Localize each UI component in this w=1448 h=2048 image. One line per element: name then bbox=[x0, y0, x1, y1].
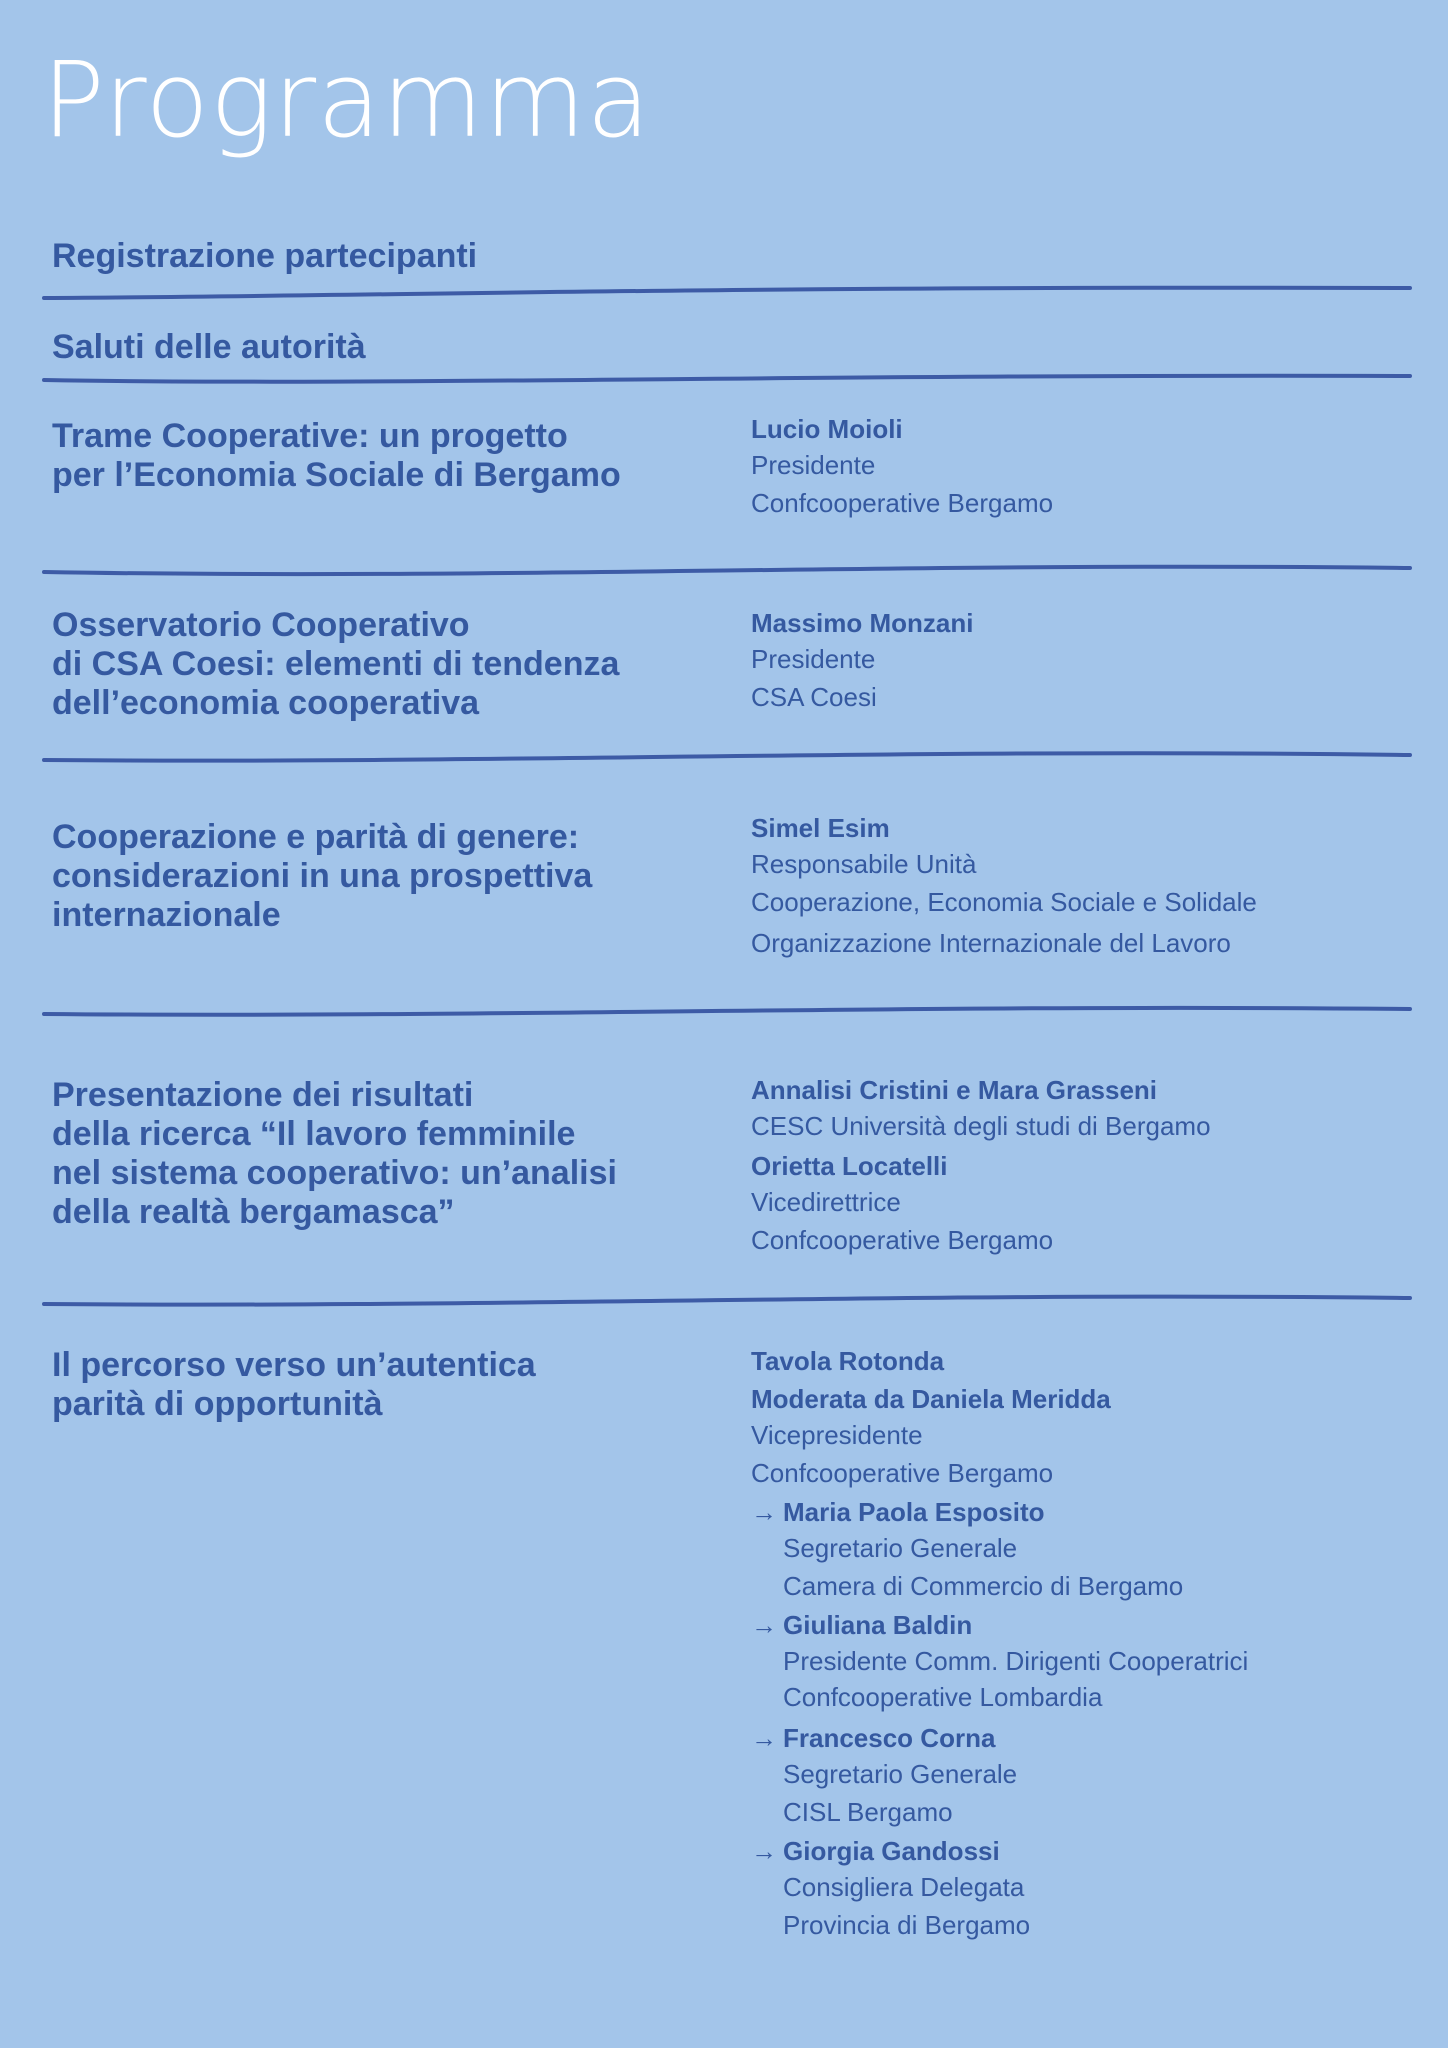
roundtable-list bbox=[751, 1341, 1248, 1946]
divider-rule bbox=[0, 746, 1448, 766]
speaker-name: Orietta Locatelli bbox=[751, 1151, 948, 1181]
section-title-trame-cooperative: Trame Cooperative: un progetto per l’Economia Sociale di Bergamo bbox=[52, 417, 621, 494]
panelist-organization: Camera di Commercio di Bergamo bbox=[783, 1571, 1184, 1601]
divider-rule bbox=[0, 560, 1448, 580]
moderator-organization: Confcooperative Bergamo bbox=[751, 1458, 1054, 1488]
speaker-role: Vicedirettrice bbox=[751, 1187, 901, 1217]
panelist-name: → Giuliana Baldin bbox=[751, 1607, 1248, 1643]
speaker-organization: Confcooperative Bergamo bbox=[751, 1225, 1054, 1255]
panelist-role: Segretario Generale bbox=[783, 1759, 1018, 1789]
divider-rule bbox=[0, 1002, 1448, 1022]
arrow-right-icon: → bbox=[751, 1610, 777, 1640]
speaker-list bbox=[751, 411, 1053, 524]
speaker-role: Presidente bbox=[751, 644, 876, 674]
section-title-presentazione-risultati: Presentazione dei risultati della ricerca “Il lavoro femminile nel sistema cooperativo: un’analisi della realtà bergamasca” bbox=[52, 1076, 617, 1231]
arrow-right-icon: → bbox=[751, 1836, 777, 1866]
speaker-list bbox=[751, 605, 973, 718]
section-title-registrazione: Registrazione partecipanti bbox=[52, 237, 478, 275]
panelist-role: Presidente Comm. Dirigenti Cooperatrici bbox=[783, 1646, 1249, 1676]
moderator-name: Moderata da Daniela Meridda bbox=[751, 1384, 1111, 1414]
page-title: Programma bbox=[42, 39, 652, 161]
speaker-organization: CESC Università degli studi di Bergamo bbox=[751, 1111, 1211, 1141]
speaker-name: Simel Esim bbox=[751, 813, 890, 843]
moderator-role: Vicepresidente bbox=[751, 1420, 923, 1450]
section-title-osservatorio: Osservatorio Cooperativo di CSA Coesi: elementi di tendenza dell’economia cooperativa bbox=[52, 606, 620, 722]
section-title-saluti: Saluti delle autorità bbox=[52, 328, 366, 366]
panelist-organization: Provincia di Bergamo bbox=[783, 1910, 1031, 1940]
section-title-cooperazione-parita: Cooperazione e parità di genere: considerazioni in una prospettiva internazionale bbox=[52, 818, 593, 934]
speaker-role: Presidente bbox=[751, 450, 876, 480]
speaker-name: Lucio Moioli bbox=[751, 414, 903, 444]
speaker-name: Annalisi Cristini e Mara Grasseni bbox=[751, 1075, 1158, 1105]
section-title-percorso-parita: Il percorso verso un’autentica parità di opportunità bbox=[52, 1346, 536, 1423]
roundtable-label: Tavola Rotonda bbox=[751, 1346, 945, 1376]
panelist-organization: CISL Bergamo bbox=[783, 1797, 953, 1827]
panelist-role: Segretario Generale bbox=[783, 1533, 1018, 1563]
speaker-organization: Organizzazione Internazionale del Lavoro bbox=[751, 928, 1231, 958]
speaker-organization: Cooperazione, Economia Sociale e Solidale bbox=[751, 887, 1257, 917]
panelist-name: → Giorgia Gandossi bbox=[751, 1833, 1248, 1869]
speaker-list bbox=[751, 1072, 1211, 1261]
divider-rule bbox=[0, 372, 1448, 392]
speaker-list bbox=[751, 810, 1257, 964]
panelist-organization: Confcooperative Lombardia bbox=[783, 1682, 1103, 1712]
speaker-organization: Confcooperative Bergamo bbox=[751, 488, 1054, 518]
divider-rule bbox=[0, 1290, 1448, 1310]
panelist-role: Consigliera Delegata bbox=[783, 1872, 1025, 1902]
speaker-name: Massimo Monzani bbox=[751, 608, 974, 638]
panelist-name: → Maria Paola Esposito bbox=[751, 1494, 1248, 1530]
speaker-organization: CSA Coesi bbox=[751, 682, 877, 712]
arrow-right-icon: → bbox=[751, 1497, 777, 1527]
panelist-name: → Francesco Corna bbox=[751, 1720, 1248, 1756]
speaker-role: Responsabile Unità bbox=[751, 849, 977, 879]
divider-rule bbox=[0, 282, 1448, 302]
arrow-right-icon: → bbox=[751, 1723, 777, 1753]
